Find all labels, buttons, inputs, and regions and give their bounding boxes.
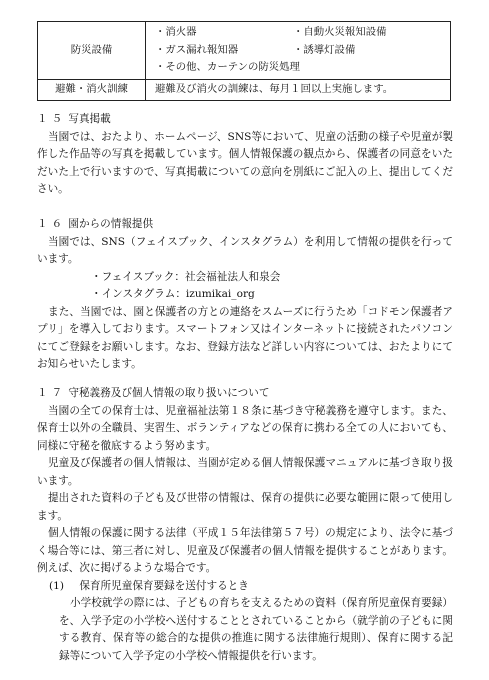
- equipment-label: 防災設備: [38, 22, 146, 80]
- section-number: １５: [37, 113, 67, 125]
- disaster-prevention-table: [37, 21, 451, 101]
- section-intro: 当園では、SNS（フェイスブック、インスタグラム）を利用して情報の提供を行っています。: [37, 235, 453, 265]
- equipment-item: ・ガス漏れ報知器: [155, 43, 239, 56]
- sns-instagram: ・インスタグラム：izumikai_org: [91, 288, 255, 300]
- section-title: 守秘義務及び個人情報の取り扱いについて: [68, 387, 270, 399]
- section-title: 園からの情報提供: [68, 218, 154, 230]
- section-16: [37, 216, 453, 374]
- subsection-marker: (1): [49, 579, 65, 592]
- equipment-item: ・消火器: [155, 26, 197, 38]
- subsection-title: 保育所児童保育要録を送付するとき: [79, 579, 249, 592]
- section-title: 写真掲載: [68, 113, 111, 125]
- section-heading: [37, 216, 453, 234]
- section-number: １６: [37, 218, 67, 230]
- paragraph: 提出された資料の子ども及び世帯の情報は、保育の提供に必要な範囲に限って使用します。: [37, 492, 453, 522]
- drill-label: 避難・消火訓練: [38, 79, 146, 100]
- drill-text: 避難及び消火の訓練は、毎月１回以上実施します。: [146, 79, 451, 100]
- paragraph: 児童及び保護者の個人情報は、当園が定める個人情報保護マニュアルに基づき取り扱います。: [37, 457, 453, 487]
- section-number: １７: [37, 387, 67, 399]
- equipment-list: [146, 22, 451, 80]
- section-heading: [37, 385, 453, 403]
- subsection-heading: [37, 578, 453, 596]
- equipment-item: ・誘導灯設備: [293, 43, 356, 56]
- drill-row: [38, 79, 451, 100]
- equipment-item: ・自動火災報知設備: [293, 26, 387, 38]
- paragraph: 当園の全ての保育士は、児童福祉法第１８条に基づき守秘義務を遵守します。また、保育士以外の全職員、実習生、ボランティアなどの保育に携わる全ての人においても、同様に守秘を徹底するよう努めます。: [37, 404, 453, 452]
- sns-facebook: ・フェイスブック：社会福祉法人和泉会: [91, 270, 281, 283]
- paragraph: 個人情報の保護に関する法律（平成１５年法律第５７号）の規定により、法令に基づく場合等には、第三者に対し、児童及び保護者の個人情報を提供することがあります。例えば、次に掲げるような場合です。: [37, 527, 453, 574]
- equipment-item-other: ・その他、カーテンの防災処理: [155, 61, 300, 74]
- section-heading: [37, 111, 453, 129]
- equipment-row: [38, 22, 451, 80]
- section-body: また、当園では、園と保護者の方との連絡をスムーズに行うため「コドモン保護者アプリ」を導入しております。スマートフォン又はインターネットに接続されたパソコンにてご登録をお願いします。なお、登録方法など詳しい内容については、おたよりにてお知らせいたします。: [37, 305, 453, 370]
- section-17: [37, 385, 453, 665]
- subsection-body: 小学校就学の際には、子どもの育ちを支えるための資料（保育所児童保育要録）を、入学予定の小学校へ送付することとされていることから（就学前の子どもに関する教育、保育等の総合的な提供の推進に関する法律施行規則）、保育に関する記録等について入学予定の小学校へ情報提供を行います。: [59, 597, 453, 662]
- section-15: [37, 111, 453, 199]
- section-body: 当園では、おたより、ホームページ、SNS等において、児童の活動の様子や児童が製作した作品等の写真を掲載しています。個人情報保護の観点から、保護者の同意をいただいた上で行いますので、写真掲載についての意向を別紙にご記入の上、提出してください。: [37, 130, 453, 195]
